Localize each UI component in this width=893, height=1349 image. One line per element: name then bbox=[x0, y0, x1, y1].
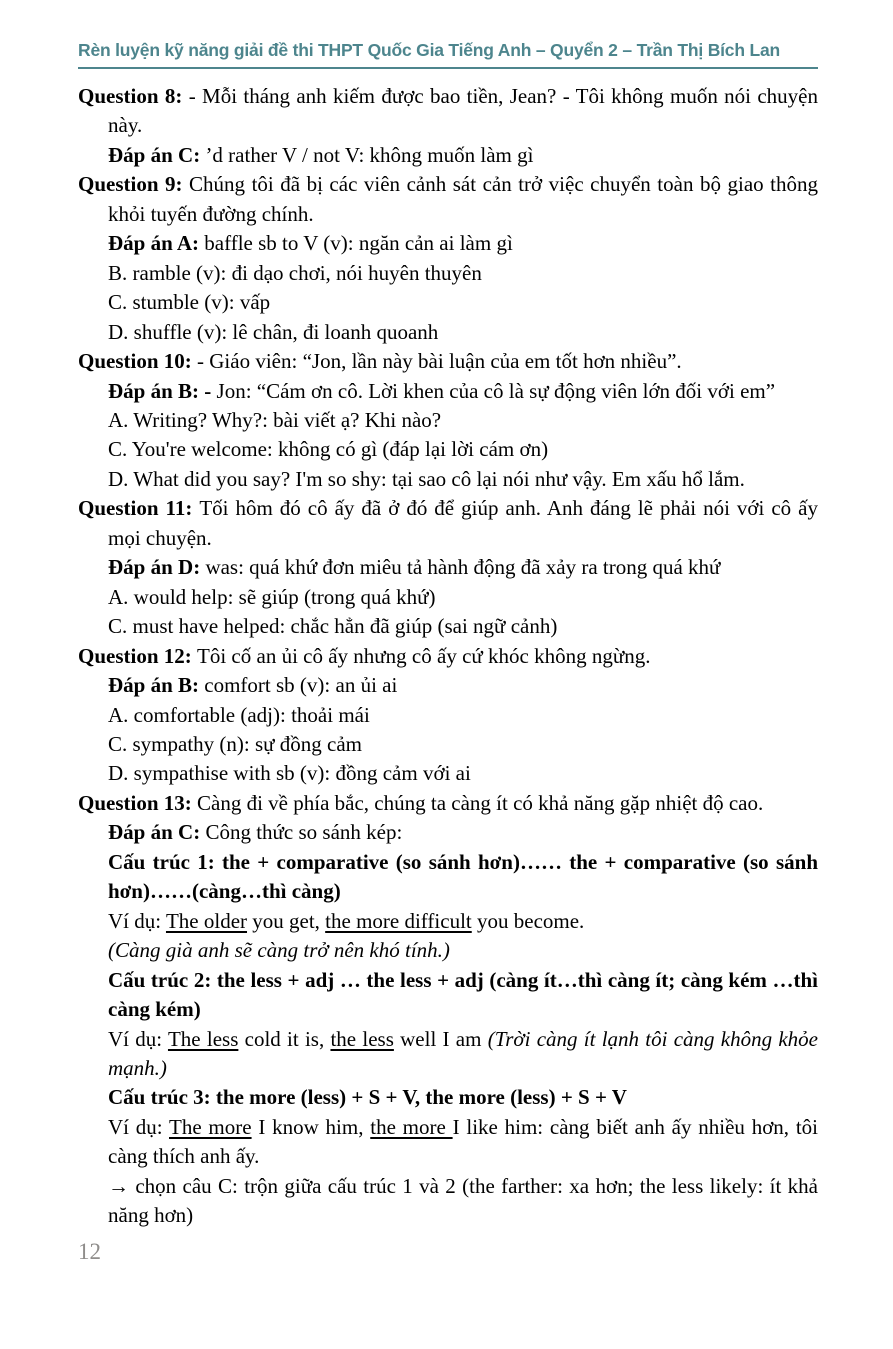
text-segment: Ví dụ: bbox=[108, 908, 166, 933]
text-segment: → chọn câu C: trộn giữa cấu trúc 1 và 2 (the farther: xa hơn; the less likely: ít khả năng hơn) bbox=[108, 1173, 818, 1228]
text-segment: A. Writing? Why?: bài viết ạ? Khi nào? bbox=[108, 407, 442, 432]
text-segment: C. You're welcome: không có gì (đáp lại lời cám ơn) bbox=[108, 437, 549, 462]
question-12 bbox=[78, 642, 818, 671]
text-segment: Đáp án C: bbox=[108, 820, 206, 845]
text-segment: the more bbox=[370, 1114, 453, 1139]
text-segment: - Mỗi tháng anh kiếm được bao tiền, Jean? - Tôi không muốn nói chuyện này. bbox=[108, 84, 818, 138]
text-segment: Cấu trúc 3: the more (less) + S + V, the more (less) + S + V bbox=[108, 1085, 627, 1110]
text-segment: A. comfortable (adj): thoải mái bbox=[108, 702, 370, 727]
text-segment: (Trời càng ít lạnh tôi càng không khỏe mạnh.) bbox=[108, 1026, 818, 1080]
option-b-9 bbox=[108, 259, 818, 288]
text-segment: D. sympathise with sb (v): đồng cảm với ai bbox=[108, 761, 471, 786]
text-segment: Tôi cố an ủi cô ấy nhưng cô ấy cứ khóc không ngừng. bbox=[197, 643, 651, 668]
text-segment: Tối hôm đó cô ấy đã ở đó để giúp anh. Anh đáng lẽ phải nói với cô ấy mọi chuyện. bbox=[108, 496, 818, 550]
question-13 bbox=[78, 789, 818, 818]
option-d-12 bbox=[108, 759, 818, 788]
option-d-10 bbox=[108, 465, 818, 494]
text-segment: Đáp án C: bbox=[108, 142, 206, 167]
question-9 bbox=[78, 170, 818, 229]
text-segment: Đáp án D: bbox=[108, 555, 206, 580]
page-header bbox=[78, 0, 818, 69]
book-title: Rèn luyện kỹ năng giải đề thi THPT Quốc Gia Tiếng Anh – Quyển 2 – Trần Thị Bích Lan bbox=[78, 40, 780, 60]
conclusion bbox=[108, 1172, 818, 1231]
option-c-12 bbox=[108, 730, 818, 759]
text-segment: C. sympathy (n): sự đồng cảm bbox=[108, 731, 363, 756]
question-8 bbox=[78, 82, 818, 141]
text-segment: Đáp án B: bbox=[108, 673, 205, 698]
example-2 bbox=[108, 1025, 818, 1084]
text-segment: B. ramble (v): đi dạo chơi, nói huyên thuyên bbox=[108, 260, 482, 285]
answer-10 bbox=[108, 377, 818, 406]
text-segment: well I am bbox=[393, 1026, 488, 1051]
text-segment: Cấu trúc 1: the + comparative (so sánh hơn)…… the + comparative (so sánh hơn)……(càng…thì càng) bbox=[108, 849, 818, 904]
answer-11 bbox=[108, 553, 818, 582]
option-a-10 bbox=[108, 406, 818, 435]
text-segment: The older bbox=[165, 908, 248, 933]
text-segment: The more bbox=[169, 1114, 252, 1139]
text-segment: (Càng già anh sẽ càng trở nên khó tính.) bbox=[108, 938, 450, 963]
text-segment: ’d rather V / not V: không muốn làm gì bbox=[205, 142, 534, 167]
option-d-9 bbox=[108, 318, 818, 347]
example-1-translation bbox=[108, 936, 818, 965]
text-segment: I like him: càng biết anh ấy nhiều hơn, tôi càng thích anh ấy. bbox=[108, 1114, 818, 1169]
text-segment: cold it is, bbox=[238, 1026, 331, 1051]
text-segment: comfort sb (v): an ủi ai bbox=[204, 673, 398, 698]
text-segment: Cấu trúc 2: the less + adj … the less + adj (càng ít…thì càng ít; càng kém …thì càng kém) bbox=[108, 967, 818, 1022]
answer-13 bbox=[108, 818, 818, 847]
text-segment: Chúng tôi đã bị các viên cảnh sát cản trở việc chuyển toàn bộ giao thông khỏi tuyến đường chính. bbox=[108, 172, 818, 226]
text-segment: you become. bbox=[471, 908, 585, 933]
text-segment: Question 8: bbox=[78, 84, 189, 108]
content bbox=[78, 82, 818, 1231]
answer-12 bbox=[108, 671, 818, 700]
text-segment: D. What did you say? I'm so shy: tại sao cô lại nói như vậy. Em xấu hổ lắm. bbox=[108, 466, 745, 491]
option-c-11 bbox=[108, 612, 818, 641]
text-segment: Ví dụ: bbox=[108, 1026, 168, 1051]
option-c-10 bbox=[108, 435, 818, 464]
structure-1 bbox=[108, 848, 818, 907]
text-segment: D. shuffle (v): lê chân, đi loanh quoanh bbox=[108, 319, 439, 344]
structure-2 bbox=[108, 966, 818, 1025]
option-c-9 bbox=[108, 288, 818, 317]
text-segment: Question 9: bbox=[78, 172, 190, 197]
text-segment: you get, bbox=[247, 908, 326, 933]
text-segment: A. would help: sẽ giúp (trong quá khứ) bbox=[108, 584, 436, 609]
text-segment: the less bbox=[330, 1026, 394, 1051]
question-10 bbox=[78, 347, 818, 376]
example-3 bbox=[108, 1113, 818, 1172]
text-segment: was: quá khứ đơn miêu tả hành động đã xảy ra trong quá khứ bbox=[205, 555, 721, 580]
text-segment: C. stumble (v): vấp bbox=[108, 290, 271, 315]
text-segment: the more difficult bbox=[325, 908, 472, 933]
structure-3 bbox=[108, 1083, 818, 1112]
text-segment: I know him, bbox=[251, 1114, 371, 1139]
text-segment: Đáp án A: bbox=[108, 231, 205, 256]
text-segment: Question 12: bbox=[78, 643, 198, 668]
text-segment: Question 13: bbox=[78, 790, 198, 815]
text-segment: Question 10: bbox=[78, 349, 198, 374]
example-1 bbox=[108, 907, 818, 936]
text-segment: Jon: “Cám ơn cô. Lời khen của cô là sự động viên lớn đối với em” bbox=[216, 378, 776, 403]
answer-9 bbox=[108, 229, 818, 258]
text-segment: Công thức so sánh kép: bbox=[205, 820, 403, 845]
answer-8 bbox=[108, 141, 818, 170]
text-segment: Đáp án B: - bbox=[108, 378, 217, 403]
option-a-11 bbox=[108, 583, 818, 612]
text-segment: - Giáo viên: “Jon, lần này bài luận của em tốt hơn nhiều”. bbox=[197, 349, 682, 374]
page-footer bbox=[78, 1239, 818, 1265]
text-segment: Càng đi về phía bắc, chúng ta càng ít có khả năng gặp nhiệt độ cao. bbox=[197, 790, 764, 815]
page-number: 12 bbox=[78, 1238, 101, 1264]
option-a-12 bbox=[108, 701, 818, 730]
text-segment: baffle sb to V (v): ngăn cản ai làm gì bbox=[204, 231, 513, 256]
text-segment: C. must have helped: chắc hẳn đã giúp (sai ngữ cảnh) bbox=[108, 614, 558, 639]
text-segment: Ví dụ: bbox=[108, 1114, 169, 1139]
text-segment: The less bbox=[167, 1026, 239, 1051]
text-segment: Question 11: bbox=[78, 496, 200, 521]
question-11 bbox=[78, 494, 818, 553]
